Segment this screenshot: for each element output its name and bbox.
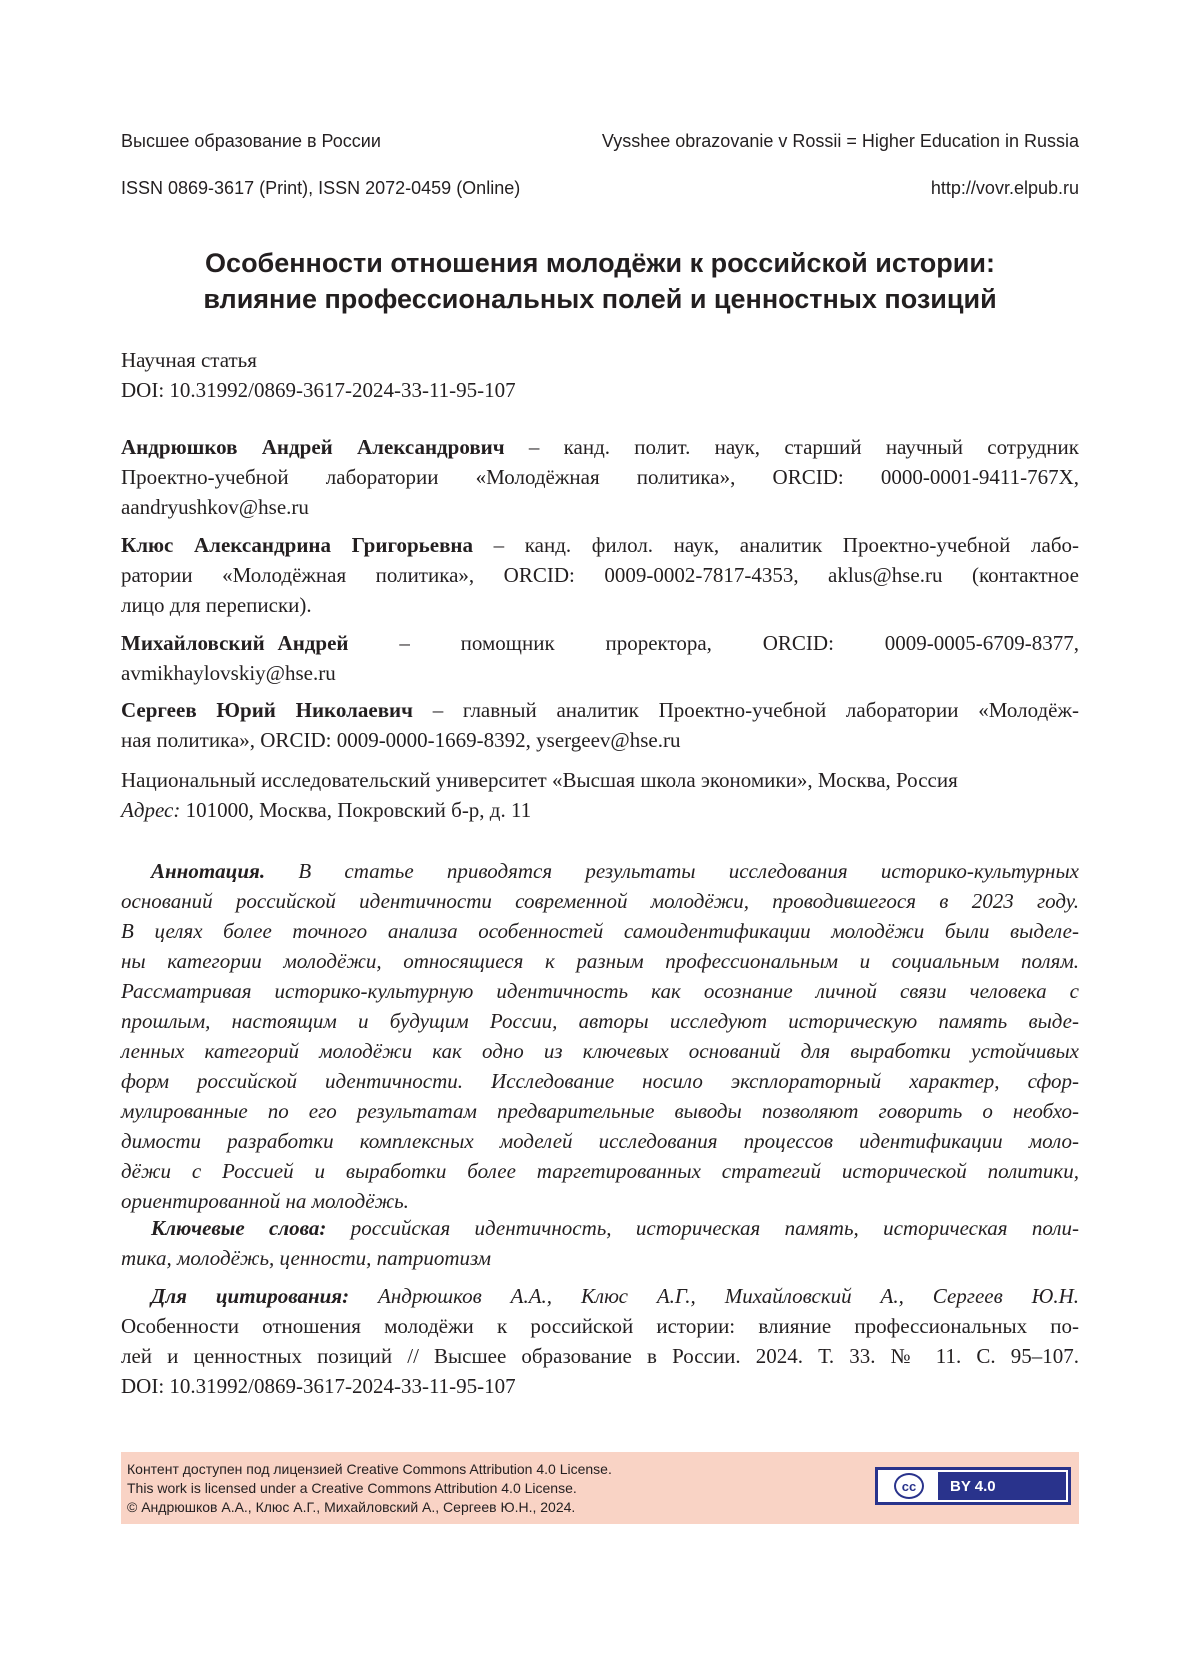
citation-doi[interactable]: DOI: 10.31992/0869-3617-2024-33-11-95-107 [121,1374,516,1398]
article-type: Научная статья [121,348,257,372]
annotation-line: форм российской идентичности. Исследование носило эксплораторный характер, сфор- [121,1069,1079,1093]
author-info: ная политика», ORCID: 0009-0000-1669-8392, ysergeev@hse.ru [121,728,681,752]
annotation-line: ны категории молодёжи, относящиеся к разным профессиональным и социальным полям. [121,949,1079,973]
author-name: Михайловский Андрей [121,631,349,655]
author-name: Андрюшков Андрей Александрович [121,435,505,459]
author-email[interactable]: aandryushkov@hse.ru [121,495,309,519]
annotation-line: оснований российской идентичности современной молодёжи, проводившегося в 2023 году. [121,889,1079,913]
journal-url[interactable]: http://vovr.elpub.ru [930,178,1079,198]
journal-issn: ISSN 0869-3617 (Print), ISSN 2072-0459 (Online) [121,178,521,198]
author-email[interactable]: avmikhaylovskiy@hse.ru [121,661,336,685]
keywords-line: тика, молодёжь, ценности, патриотизм [121,1246,492,1270]
running-header-bottom [121,178,1079,199]
annotation-line: димости разработки комплексных моделей исследования процессов идентификации моло- [121,1129,1079,1153]
annotation-line: Рассматривая историко-культурную идентичность как осознание личной связи человека с [121,979,1079,1003]
author-info: – главный аналитик Проектно-учебной лаборатории «Молодёж- [412,698,1080,722]
license-text [127,1460,612,1517]
annotation-line: В целях более точного анализа особенностей самоидентификации молодёжи были выделе- [121,919,1079,943]
license-copyright: © Андрюшков А.А., Клюс А.Г., Михайловский А., Сергеев Ю.Н., 2024. [127,1499,576,1515]
author-info: Проектно-учебной лаборатории «Молодёжная политика», ORCID: 0000-0001-9411-767X, [121,465,1079,489]
cc-badge-label: BY 4.0 [950,1477,996,1495]
author-info: лицо для переписки). [121,593,312,617]
cc-by-badge[interactable] [875,1467,1071,1505]
author-info: – канд. филол. наук, аналитик Проектно-учебной лабо- [473,533,1079,557]
citation [121,1281,1079,1401]
address-label: Адрес: [121,798,181,822]
author-entry [121,432,1079,522]
annotation-line: ленных категорий молодёжи как одно из ключевых оснований для выработки устойчивых [121,1039,1079,1063]
article-meta [121,345,1079,405]
citation-line: лей и ценностных позиций // Высшее образование в России. 2024. Т. 33. № 11. С. 95–107. [121,1344,1079,1368]
citation-label: Для цитирования: [151,1284,350,1308]
license-line-en: This work is licensed under a Creative Commons Attribution 4.0 License. [127,1480,577,1496]
license-box [121,1452,1079,1524]
article-title [121,245,1079,317]
author-entry [121,695,1079,755]
author-entry [121,530,1079,620]
annotation-line: дёжи с Россией и выработки более таргетированных стратегий исторической политики, [121,1159,1079,1183]
running-header-top [121,131,1079,152]
annotation-line: В статье приводятся результаты исследования историко-культурных [265,859,1079,883]
keywords [121,1213,1079,1273]
citation-authors: Андрюшков А.А., Клюс А.Г., Михайловский А., Сергеев Ю.Н. [349,1284,1079,1308]
author-info: ратории «Молодёжная политика», ORCID: 0009-0002-7817-4353, aklus@hse.ru (контактное [121,563,1079,587]
annotation-line: мулированные по его результатам предварительные выводы позволяют говорить о необхо- [121,1099,1079,1123]
license-line-ru: Контент доступен под лицензией Creative Commons Attribution 4.0 License. [127,1461,612,1477]
affiliation [121,765,1079,825]
affiliation-university: Национальный исследовательский университет «Высшая школа экономики», Москва, Россия [121,768,958,792]
cc-icon: cc [894,1473,924,1499]
article-title-line: влияние профессиональных полей и ценностных позиций [203,284,997,314]
annotation-line: ориентированной на молодёжь. [121,1189,409,1213]
annotation-line: прошлым, настоящим и будущим России, авторы исследуют историческую память выде- [121,1009,1079,1033]
journal-title-ru: Высшее образование в России [121,131,381,151]
annotation-label: Аннотация. [151,859,266,883]
citation-line: Особенности отношения молодёжи к российской истории: влияние профессиональных по- [121,1314,1079,1338]
journal-title-en: Vysshee obrazovanie v Rossii = Higher Education in Russia [601,131,1079,151]
keywords-label: Ключевые слова: [151,1216,327,1240]
article-doi[interactable]: DOI: 10.31992/0869-3617-2024-33-11-95-107 [121,378,516,402]
keywords-line: российская идентичность, историческая память, историческая поли- [326,1216,1079,1240]
address-value: 101000, Москва, Покровский б-р, д. 11 [180,798,532,822]
author-name: Сергеев Юрий Николаевич [121,698,413,722]
cc-logo [880,1472,938,1500]
author-info: – помощник проректора, ORCID: 0009-0005-6709-8377, [348,631,1079,655]
author-info: – канд. полит. наук, старший научный сотрудник [504,435,1079,459]
article-title-line: Особенности отношения молодёжи к российской истории: [205,248,995,278]
author-name: Клюс Александрина Григорьевна [121,533,474,557]
author-entry [121,628,1079,688]
annotation [121,856,1079,1216]
